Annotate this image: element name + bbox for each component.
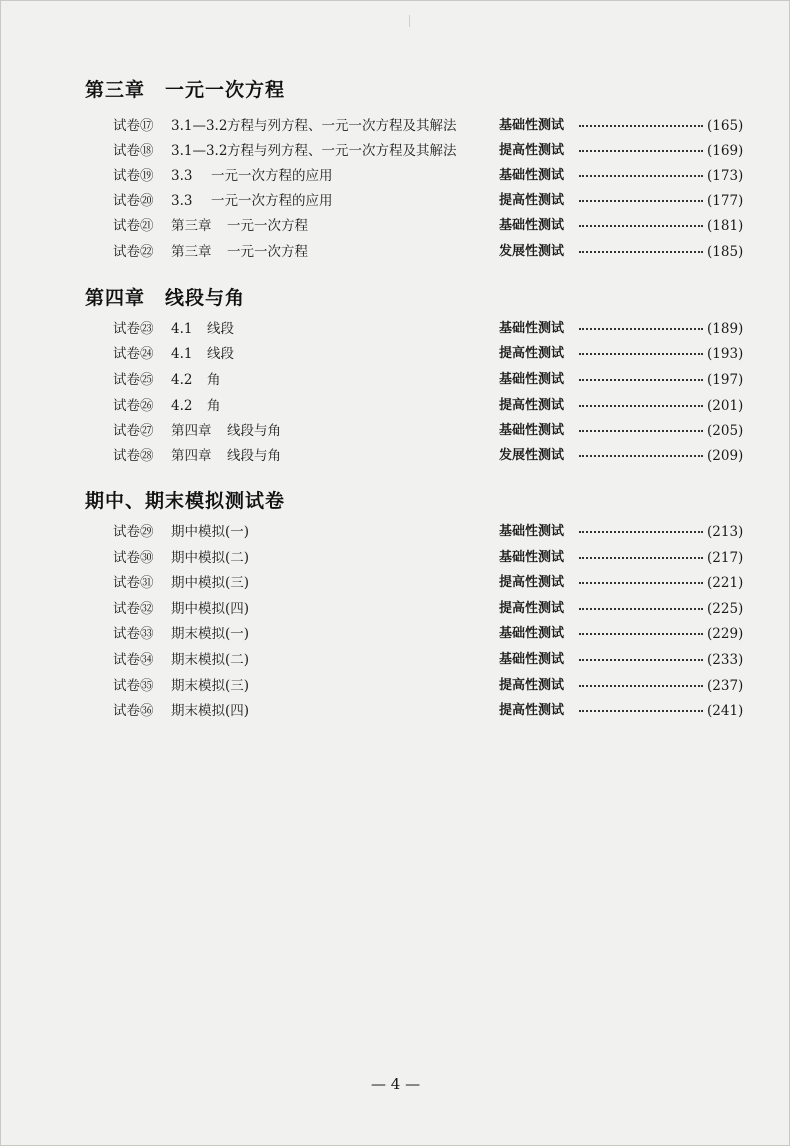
entry-test-type: 基础性测试 xyxy=(499,118,565,133)
toc-entry[interactable] xyxy=(113,623,743,645)
entry-label: 试卷㉝ xyxy=(113,626,154,642)
dot-leader xyxy=(579,328,703,330)
entry-label: 试卷⑱ xyxy=(113,143,154,159)
entry-label: 试卷㉕ xyxy=(113,372,154,388)
toc-entry[interactable] xyxy=(113,420,743,442)
dot-leader xyxy=(579,582,703,584)
entry-title: 线段 xyxy=(207,346,234,362)
toc-entry[interactable] xyxy=(113,318,743,340)
entry-label: 试卷㉔ xyxy=(113,346,154,362)
entry-title: 方程与列方程、一元一次方程及其解法 xyxy=(227,143,457,159)
entry-title: 角 xyxy=(207,372,221,388)
toc-entry[interactable] xyxy=(113,598,743,620)
entry-page: (221) xyxy=(707,575,744,591)
entry-label: 试卷㉟ xyxy=(113,678,154,694)
dot-leader xyxy=(579,379,703,381)
toc-entry[interactable] xyxy=(113,521,743,543)
toc-entry[interactable] xyxy=(113,241,743,263)
dot-leader xyxy=(579,633,703,635)
dot-leader xyxy=(579,125,703,127)
entry-page: (193) xyxy=(707,346,744,362)
entry-test-type: 基础性测试 xyxy=(499,168,565,183)
entry-test-type: 基础性测试 xyxy=(499,524,565,539)
section-title-mock-exams: 期中、期末模拟测试卷 xyxy=(85,490,286,512)
entry-label: 试卷㉗ xyxy=(113,423,154,439)
entry-page: (165) xyxy=(707,118,744,134)
dot-leader xyxy=(579,455,703,457)
entry-label: 试卷㉖ xyxy=(113,398,154,414)
toc-entry[interactable] xyxy=(113,547,743,569)
entry-title: 期末模拟(一) xyxy=(171,626,250,642)
entry-page: (197) xyxy=(707,372,744,388)
entry-title: 角 xyxy=(207,398,221,414)
entry-label: 试卷⑲ xyxy=(113,168,154,184)
entry-page: (225) xyxy=(707,601,744,617)
entry-test-type: 提高性测试 xyxy=(499,193,565,208)
entry-title: 期末模拟(二) xyxy=(171,652,250,668)
entry-title: 期中模拟(三) xyxy=(171,575,250,591)
entry-label: 试卷㉛ xyxy=(113,575,154,591)
entry-title: 期中模拟(四) xyxy=(171,601,250,617)
entry-test-type: 提高性测试 xyxy=(499,346,565,361)
toc-entry[interactable] xyxy=(113,445,743,467)
entry-page: (237) xyxy=(707,678,744,694)
dot-leader xyxy=(579,150,703,152)
entry-test-type: 提高性测试 xyxy=(499,601,565,616)
entry-test-type: 基础性测试 xyxy=(499,423,565,438)
entry-section: 3.1—3.2 xyxy=(171,118,228,134)
entry-title: 线段与角 xyxy=(227,423,281,439)
entry-title: 一元一次方程 xyxy=(227,244,308,260)
binding-mark xyxy=(409,15,410,27)
entry-page: (185) xyxy=(707,244,744,260)
entry-label: 试卷㉘ xyxy=(113,448,154,464)
dot-leader xyxy=(579,685,703,687)
dot-leader xyxy=(579,251,703,253)
entry-test-type: 提高性测试 xyxy=(499,575,565,590)
entry-test-type: 基础性测试 xyxy=(499,372,565,387)
entry-test-type: 基础性测试 xyxy=(499,550,565,565)
entry-page: (201) xyxy=(707,398,744,414)
toc-entry[interactable] xyxy=(113,649,743,671)
entry-page: (181) xyxy=(707,218,744,234)
toc-entry[interactable] xyxy=(113,395,743,417)
entry-page: (213) xyxy=(707,524,744,540)
entry-page: (217) xyxy=(707,550,744,566)
dot-leader xyxy=(579,710,703,712)
entry-title: 一元一次方程的应用 xyxy=(211,193,333,209)
entry-test-type: 基础性测试 xyxy=(499,218,565,233)
entry-page: (169) xyxy=(707,143,744,159)
entry-test-type: 提高性测试 xyxy=(499,398,565,413)
section-title-chapter-3: 第三章 一元一次方程 xyxy=(85,79,286,101)
entry-section: 第三章 xyxy=(171,218,212,234)
section-title-chapter-4: 第四章 线段与角 xyxy=(85,287,246,309)
entry-test-type: 提高性测试 xyxy=(499,143,565,158)
entry-test-type: 发展性测试 xyxy=(499,448,565,463)
entry-section: 第三章 xyxy=(171,244,212,260)
entry-section: 4.1 xyxy=(171,321,193,337)
entry-title: 期末模拟(三) xyxy=(171,678,250,694)
entry-section: 第四章 xyxy=(171,423,212,439)
entry-section: 3.3 xyxy=(171,193,193,209)
entry-page: (189) xyxy=(707,321,744,337)
entry-label: 试卷⑳ xyxy=(113,193,154,209)
entry-title: 期中模拟(一) xyxy=(171,524,250,540)
dot-leader xyxy=(579,430,703,432)
entry-label: 试卷㉙ xyxy=(113,524,154,540)
toc-entry[interactable] xyxy=(113,572,743,594)
entry-page: (229) xyxy=(707,626,744,642)
entry-page: (205) xyxy=(707,423,744,439)
entry-label: 试卷㉓ xyxy=(113,321,154,337)
entry-label: 试卷㊱ xyxy=(113,703,154,719)
entry-test-type: 基础性测试 xyxy=(499,321,565,336)
entry-title: 一元一次方程 xyxy=(227,218,308,234)
toc-entry[interactable] xyxy=(113,215,743,237)
toc-entry[interactable] xyxy=(113,165,743,187)
dot-leader xyxy=(579,557,703,559)
entry-section: 4.2 xyxy=(171,372,193,388)
entry-test-type: 基础性测试 xyxy=(499,626,565,641)
entry-page: (209) xyxy=(707,448,744,464)
toc-entry[interactable] xyxy=(113,369,743,391)
toc-entry[interactable] xyxy=(113,190,743,212)
entry-page: (241) xyxy=(707,703,744,719)
entry-test-type: 提高性测试 xyxy=(499,678,565,693)
dot-leader xyxy=(579,225,703,227)
entry-title: 期中模拟(二) xyxy=(171,550,250,566)
entry-section: 4.2 xyxy=(171,398,193,414)
entry-test-type: 基础性测试 xyxy=(499,652,565,667)
entry-title: 线段与角 xyxy=(227,448,281,464)
entry-label: 试卷㉜ xyxy=(113,601,154,617)
toc-entry[interactable] xyxy=(113,675,743,697)
entry-page: (177) xyxy=(707,193,744,209)
entry-test-type: 提高性测试 xyxy=(499,703,565,718)
page-number: — 4 — xyxy=(371,1075,421,1093)
entry-test-type: 发展性测试 xyxy=(499,244,565,259)
dot-leader xyxy=(579,353,703,355)
entry-label: 试卷㉑ xyxy=(113,218,154,234)
entry-page: (173) xyxy=(707,168,744,184)
entry-label: 试卷㉚ xyxy=(113,550,154,566)
toc-entry[interactable] xyxy=(113,700,743,722)
dot-leader xyxy=(579,405,703,407)
toc-entry[interactable] xyxy=(113,343,743,365)
entry-section: 第四章 xyxy=(171,448,212,464)
entry-section: 3.1—3.2 xyxy=(171,143,228,159)
entry-page: (233) xyxy=(707,652,744,668)
entry-label: 试卷㉒ xyxy=(113,244,154,260)
entry-title: 线段 xyxy=(207,321,234,337)
dot-leader xyxy=(579,608,703,610)
entry-title: 一元一次方程的应用 xyxy=(211,168,333,184)
entry-title: 方程与列方程、一元一次方程及其解法 xyxy=(227,118,457,134)
toc-entry[interactable] xyxy=(113,115,743,137)
entry-label: 试卷㉞ xyxy=(113,652,154,668)
entry-section: 3.3 xyxy=(171,168,193,184)
dot-leader xyxy=(579,175,703,177)
entry-label: 试卷⑰ xyxy=(113,118,154,134)
dot-leader xyxy=(579,531,703,533)
entry-section: 4.1 xyxy=(171,346,193,362)
entry-title: 期末模拟(四) xyxy=(171,703,250,719)
toc-entry[interactable] xyxy=(113,140,743,162)
dot-leader xyxy=(579,200,703,202)
dot-leader xyxy=(579,659,703,661)
